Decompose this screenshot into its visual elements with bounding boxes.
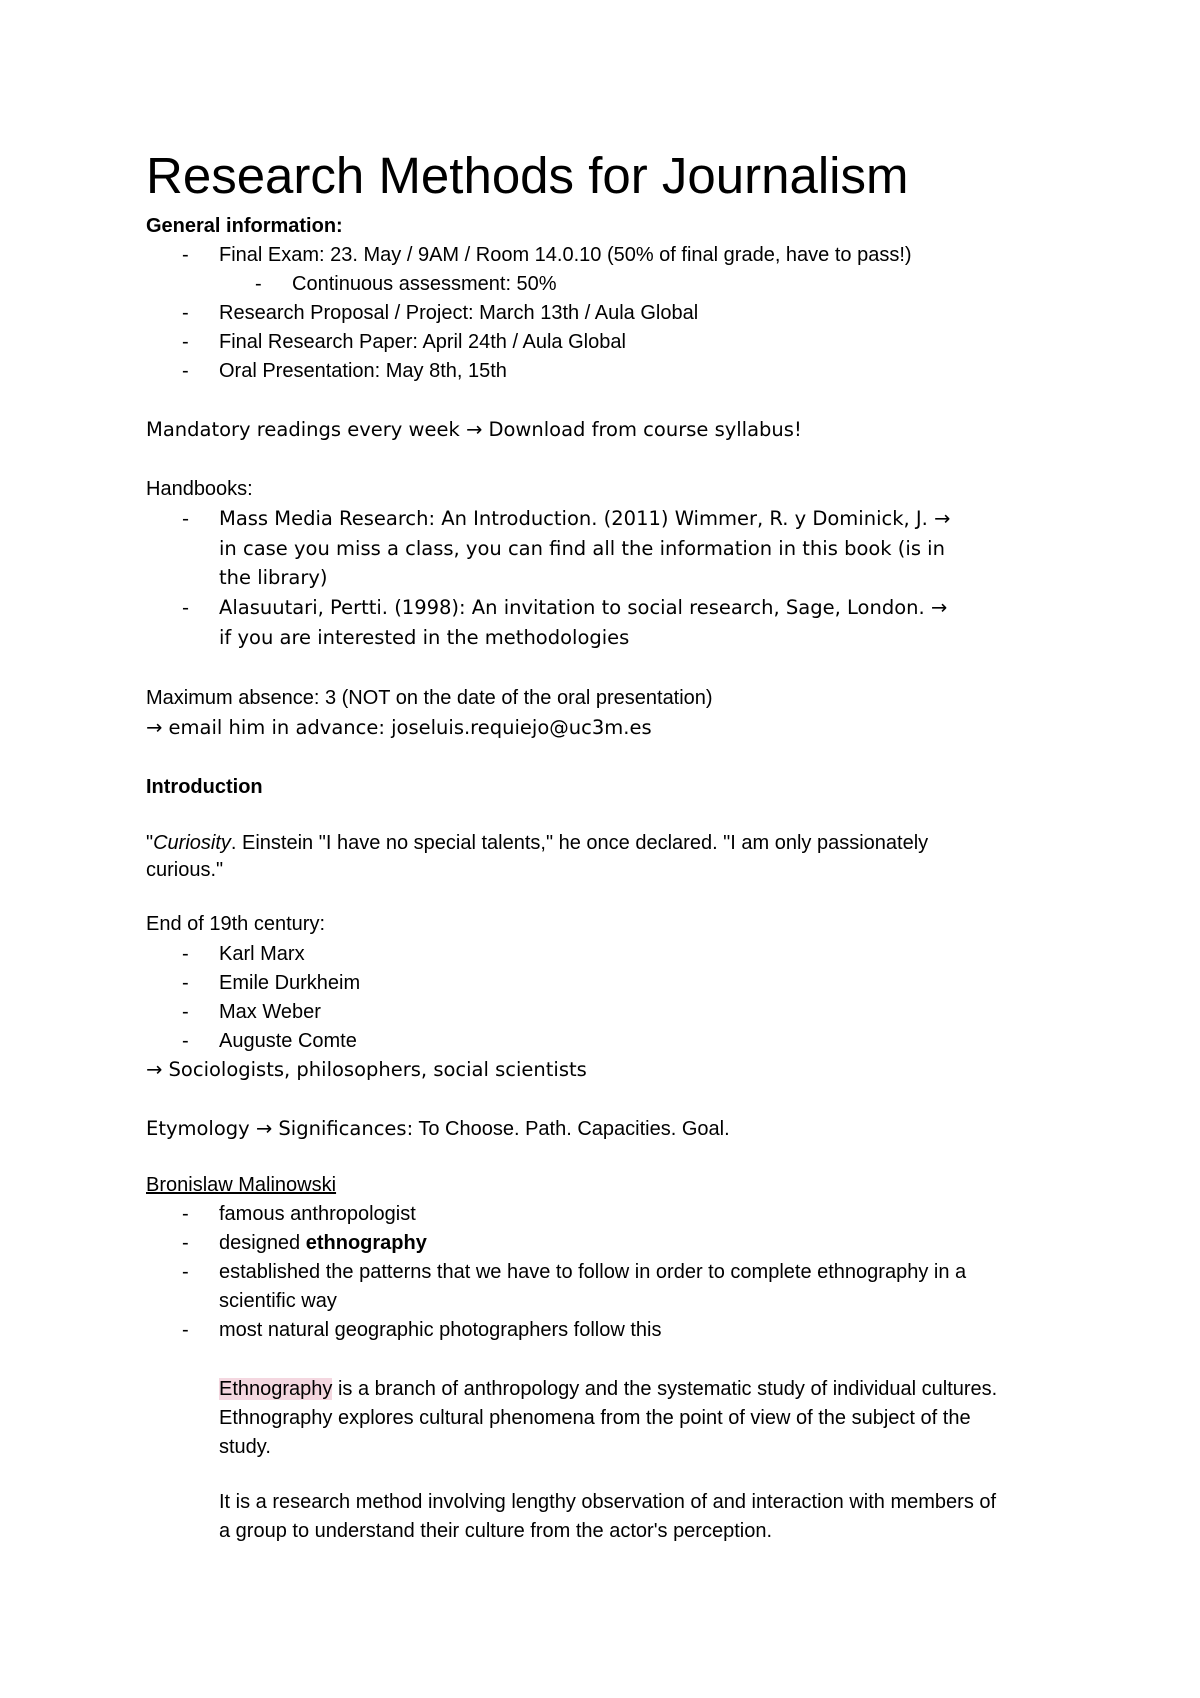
dash-bullet: - xyxy=(182,331,189,353)
dash-bullet: - xyxy=(182,507,190,530)
email-line: → email him in advance: joseluis.requiejo@uc3m.es xyxy=(146,716,652,739)
list-item-text: Karl Marx xyxy=(219,943,305,965)
dash-bullet: - xyxy=(182,244,189,266)
list-item-text: Mass Media Research: An Introduction. (2011) Wimmer, R. y Dominick, J. → xyxy=(219,507,951,530)
list-item-text: most natural geographic photographers follow this xyxy=(219,1319,662,1341)
highlighted-term: Ethnography xyxy=(219,1378,333,1400)
dash-bullet: - xyxy=(182,1203,189,1225)
quote-text: . Einstein "I have no special talents," he once declared. "I am only passionately xyxy=(230,832,929,854)
etymology-rest: To Choose. Path. Capacities. Goal. xyxy=(413,1118,730,1140)
list-item-text: Final Exam: 23. May / 9AM / Room 14.0.10 (50% of final grade, have to pass!) xyxy=(219,244,912,266)
dash-bullet: - xyxy=(182,596,190,619)
malinowski-heading: Bronislaw Malinowski xyxy=(146,1174,337,1196)
dash-bullet: - xyxy=(182,943,189,965)
quote-line xyxy=(146,829,928,857)
ethnography-bold: ethnography xyxy=(305,1232,427,1254)
list-item-text: Max Weber xyxy=(219,1001,321,1023)
list-item-text: Final Research Paper: April 24th / Aula Global xyxy=(219,331,626,353)
quote-italic: Curiosity xyxy=(153,832,231,854)
list-item-text: Alasuutari, Pertti. (1998): An invitation to social research, Sage, London. → xyxy=(219,596,948,619)
list-item-text: Emile Durkheim xyxy=(219,972,361,994)
etymology-lead: Etymology → Significances: xyxy=(146,1117,414,1140)
list-item-continuation: scientific way xyxy=(219,1290,337,1312)
dash-bullet: - xyxy=(182,1319,189,1341)
definition-text: is a branch of anthropology and the systematic study of individual cultures. xyxy=(332,1378,998,1400)
list-item-continuation: in case you miss a class, you can find all the information in this book (is in xyxy=(219,537,945,560)
introduction-heading: Introduction xyxy=(146,776,263,798)
list-item-text: Oral Presentation: May 8th, 15th xyxy=(219,360,507,382)
absence-line: Maximum absence: 3 (NOT on the date of the oral presentation) xyxy=(146,687,713,709)
page-title: Research Methods for Journalism xyxy=(146,147,909,204)
century-summary: → Sociologists, philosophers, social scientists xyxy=(146,1058,587,1081)
list-item-text: Research Proposal / Project: March 13th / Aula Global xyxy=(219,302,699,324)
paragraph-line: Ethnography explores cultural phenomena from the point of view of the subject of the xyxy=(219,1407,971,1429)
dash-bullet: - xyxy=(182,1001,189,1023)
list-item-prefix: designed xyxy=(219,1232,306,1254)
quote-continuation: curious." xyxy=(146,859,224,881)
list-item-text xyxy=(219,1229,427,1257)
century-heading: End of 19th century: xyxy=(146,913,326,935)
paragraph-line: study. xyxy=(219,1436,271,1458)
quote-mark: " xyxy=(146,832,154,854)
list-item-text: established the patterns that we have to follow in order to complete ethnography in a xyxy=(219,1261,967,1283)
list-item-continuation: if you are interested in the methodologies xyxy=(219,626,630,649)
list-item-text: Continuous assessment: 50% xyxy=(292,273,557,295)
paragraph-line: It is a research method involving lengthy observation of and interaction with members of xyxy=(219,1491,997,1513)
dash-bullet: - xyxy=(182,1030,189,1052)
general-heading: General information: xyxy=(146,215,343,237)
dash-bullet: - xyxy=(182,302,189,324)
readings-note: Mandatory readings every week → Download from course syllabus! xyxy=(146,418,802,441)
dash-bullet: - xyxy=(182,1261,189,1283)
ethnography-definition xyxy=(219,1375,997,1403)
dash-bullet: - xyxy=(182,972,189,994)
list-item-continuation: the library) xyxy=(219,566,328,589)
etymology-line xyxy=(146,1115,730,1143)
list-item-text: Auguste Comte xyxy=(219,1030,357,1052)
paragraph-line: a group to understand their culture from the actor's perception. xyxy=(219,1520,773,1542)
dash-bullet: - xyxy=(182,360,189,382)
dash-bullet: - xyxy=(182,1232,189,1254)
handbooks-heading: Handbooks: xyxy=(146,478,253,500)
list-item-text: famous anthropologist xyxy=(219,1203,416,1225)
dash-bullet: - xyxy=(255,273,262,295)
